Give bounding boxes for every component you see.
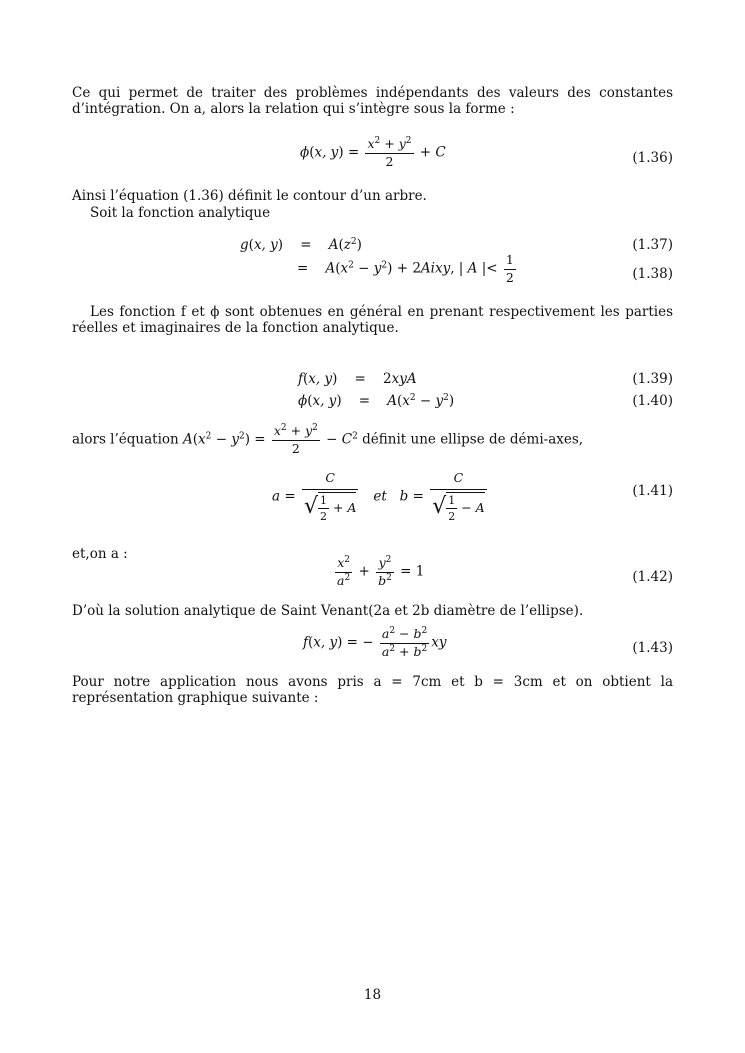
equation-connector-et: et [373, 488, 387, 505]
equation-number-1-38: (1.38) [632, 266, 673, 282]
equation-number-1-36: (1.36) [632, 150, 673, 166]
equation-1-39: f(x, y) = 2xyA [298, 371, 417, 387]
paragraph-ellipse: alors l’équation $A(x^2 - y^2)$ = $\frac{x^2 + y^2}{2}$ − $C^2$ définit une ellipse de démi-axes, [72, 423, 584, 456]
equation-number-1-39: (1.39) [632, 371, 673, 387]
paragraph-fonction-analytique: Soit la fonction analytique [90, 205, 271, 221]
equation-number-1-40: (1.40) [632, 393, 673, 409]
equation-number-1-42: (1.42) [632, 569, 673, 585]
paragraph-fonctions-f-phi: Les fonction f et ϕ sont obtenues en général en prenant respectivement les parties réelles et imaginaires de la fonction analytique. [72, 304, 673, 336]
equation-1-40: ϕ(x, y) = $A(x^2 - y^2)$ [298, 393, 455, 409]
equation-1-42: $\frac{x^2}{a^2}$ + $\frac{y^2}{b^2}$ = 1 [337, 555, 425, 588]
paragraph-contour: Ainsi l’équation (1.36) définit le contour d’un arbre. [72, 188, 427, 204]
equation-number-1-43: (1.43) [632, 640, 673, 656]
page-number: 18 [363, 987, 382, 1003]
equation-1-37: g(x, y) = $A(z^2)$ [240, 237, 362, 253]
equation-1-36: ϕ(x, y) = $\frac{x^2 + y^2}{2}$ + C [300, 136, 446, 169]
paragraph-intro: Ce qui permet de traiter des problèmes indépendants des valeurs des constantes d’intégration. On a, alors la relation qui s’intègre sous la forme : [72, 85, 673, 117]
paragraph-et-on-a: et,on a : [72, 546, 128, 562]
equation-number-1-41: (1.41) [632, 483, 673, 499]
equation-number-1-37: (1.37) [632, 237, 673, 253]
paragraph-application: Pour notre application nous avons pris a = 7cm et b = 3cm et on obtient la représentation graphique suivante : [72, 674, 673, 706]
equation-1-38: = $A(x^2 - y^2)$ + 2Aixy, | A |< $\frac{1}{2}$ [297, 252, 514, 285]
equation-1-41: a = C √ $\frac{1}{2}$ + A et b = C √ $\frac{1}{2}$ − A [272, 470, 485, 523]
paragraph-ellipse-suffix: définit une ellipse de démi-axes, [362, 431, 584, 448]
paragraph-saint-venant: D’où la solution analytique de Saint Venant(2a et 2b diamètre de l’ellipse). [72, 603, 584, 619]
equation-1-43: f(x, y) = − $\frac{a^2 - b^2}{a^2 + b^2}$ xy [303, 626, 447, 659]
paragraph-ellipse-prefix: alors l’équation [72, 431, 179, 448]
